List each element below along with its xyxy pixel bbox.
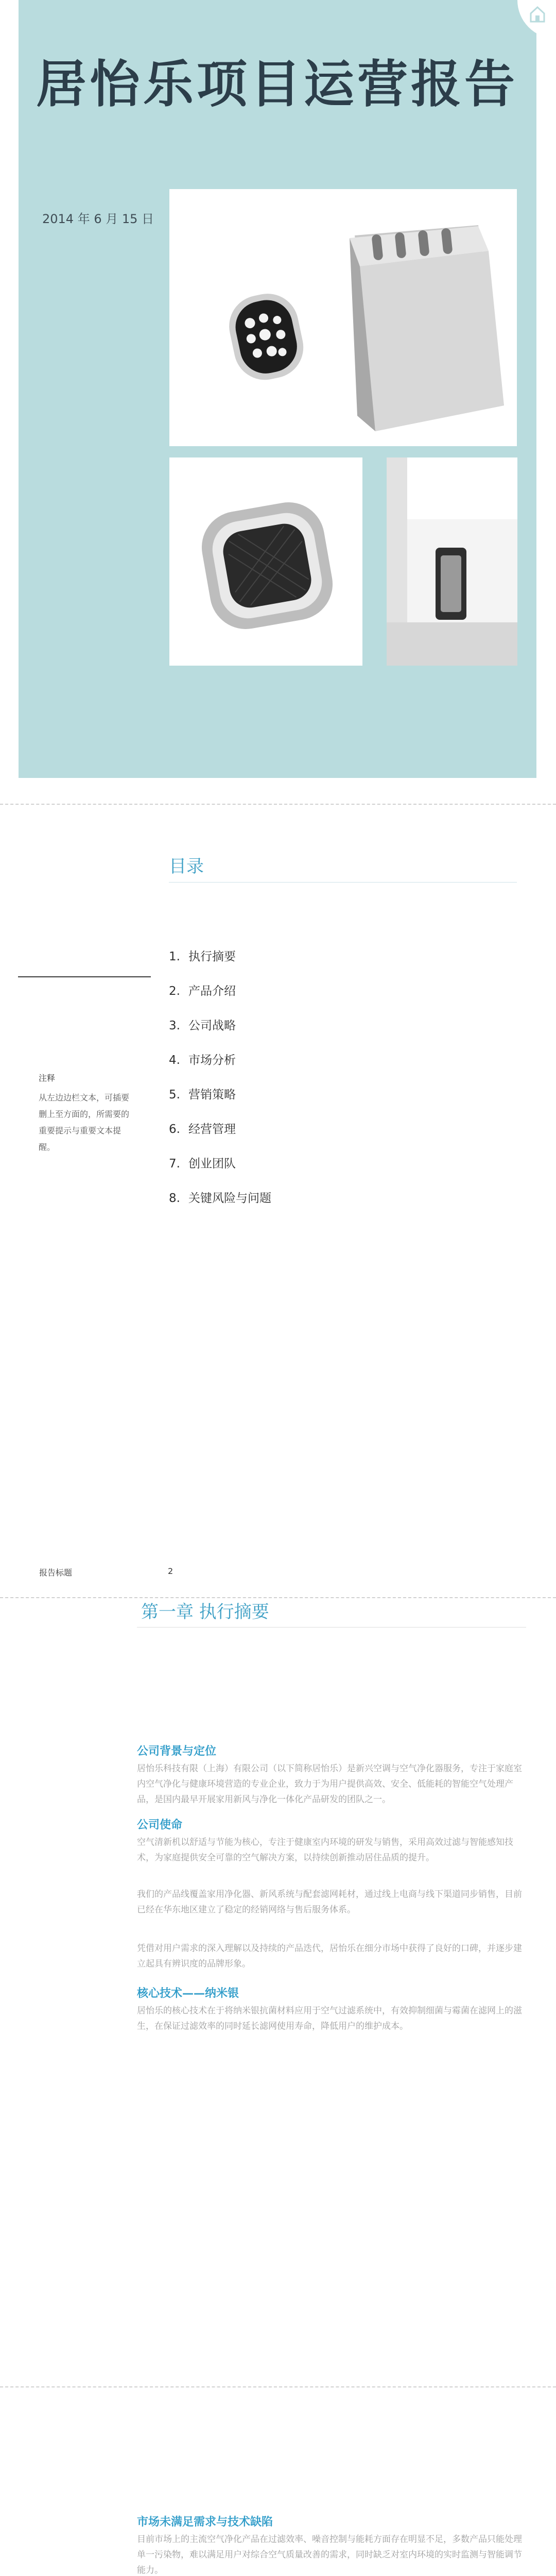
product-photo-filter: [169, 457, 362, 666]
toc-item-label: 营销策略: [188, 1088, 236, 1101]
product-photo-main: [169, 189, 517, 446]
toc-item-number: 4.: [169, 1054, 180, 1067]
note-body: 从左边边栏文本，可插要删上至方面的，所需要的重要提示与重要文本提醒。: [39, 1093, 130, 1152]
paragraph: 我们的产品线覆盖家用净化器、新风系统与配套滤网耗材，通过线上电商与线下渠道同步销售，目前已经在华东地区建立了稳定的经销网络与售后服务体系。: [137, 1889, 522, 1915]
product-photo-room: [387, 457, 517, 666]
toc-item-number: 5.: [169, 1088, 180, 1101]
toc-heading: 目录: [169, 856, 204, 877]
toc-item-label: 市场分析: [188, 1054, 236, 1067]
section-heading: 公司背景与定位: [137, 1745, 217, 1758]
section-heading: 公司使命: [137, 1819, 183, 1832]
page-separator: [0, 2386, 556, 2387]
note-title: 注释: [39, 1073, 56, 1083]
page-separator: [0, 804, 556, 805]
toc-item-summary[interactable]: [169, 947, 236, 964]
toc-item-label: 产品介绍: [188, 985, 236, 998]
toc-item-label: 创业团队: [188, 1157, 236, 1171]
toc-item-number: 6.: [169, 1123, 180, 1136]
sidebar-divider: [18, 976, 151, 977]
paragraph: 空气清新机以舒适与节能为核心，专注于健康室内环境的研发与销售，采用高效过滤与智能感知技术，为家庭提供安全可靠的空气解决方案，以持续创新推动居住品质的提升。: [137, 1837, 513, 1863]
page-number: 2: [168, 1566, 173, 1576]
section-heading: 市场未满足需求与技术缺陷: [137, 2516, 273, 2529]
toc-item-marketing[interactable]: [169, 1085, 236, 1102]
paragraph: 居怡乐的核心技术在于将纳米银抗菌材料应用于空气过滤系统中，有效抑制细菌与霉菌在滤网上的滋生，在保证过滤效率的同时延长滤网使用寿命，降低用户的维护成本。: [137, 2006, 522, 2031]
toc-item-market[interactable]: [169, 1050, 236, 1067]
toc-item-number: 2.: [169, 985, 180, 998]
toc-item-team[interactable]: [169, 1154, 236, 1171]
house-logo-icon: [529, 4, 546, 25]
toc-item-number: 8.: [169, 1192, 180, 1205]
footer-report-label: 报告标题: [39, 1568, 73, 1578]
chapter-title: 第一章 执行摘要: [141, 1602, 269, 1622]
paragraph: 居怡乐科技有限（上海）有限公司（以下简称居怡乐）是新兴空调与空气净化器服务，专注于家庭室内空气净化与健康环境营造的专业企业，致力于为用户提供高效、安全、低能耗的智能空气处理产品，是国内最早开展家用新风与净化一体化产品研发的团队之一。: [137, 1764, 522, 1805]
toc-item-label: 关键风险与问题: [188, 1192, 271, 1205]
toc-item-label: 公司战略: [188, 1019, 236, 1032]
chapter-divider: [137, 1627, 526, 1628]
toc-item-number: 1.: [169, 950, 180, 963]
toc-item-product[interactable]: [169, 981, 236, 998]
toc-item-number: 7.: [169, 1157, 180, 1171]
toc-item-label: 经营管理: [188, 1123, 236, 1136]
paragraph: 目前市场上的主流空气净化产品在过滤效率、噪音控制与能耗方面存在明显不足，多数产品只能处理单一污染物，难以满足用户对综合空气质量改善的需求，同时缺乏对室内环境的实时监测与智能调节能力。: [137, 2534, 522, 2575]
page-separator: [0, 1597, 556, 1598]
toc-item-number: 3.: [169, 1019, 180, 1032]
toc-item-label: 执行摘要: [188, 950, 236, 963]
section-heading: 核心技术——纳米银: [137, 1987, 239, 2000]
report-date: 2014 年 6 月 15 日: [42, 212, 154, 226]
toc-item-operations[interactable]: [169, 1120, 236, 1137]
toc-item-strategy[interactable]: [169, 1016, 236, 1033]
toc-item-risks[interactable]: [169, 1189, 271, 1206]
toc-divider: [169, 882, 517, 883]
report-title: 居怡乐项目运营报告: [36, 55, 518, 114]
paragraph: 凭借对用户需求的深入理解以及持续的产品迭代，居怡乐在细分市场中获得了良好的口碑，并逐步建立起具有辨识度的品牌形象。: [137, 1943, 522, 1969]
